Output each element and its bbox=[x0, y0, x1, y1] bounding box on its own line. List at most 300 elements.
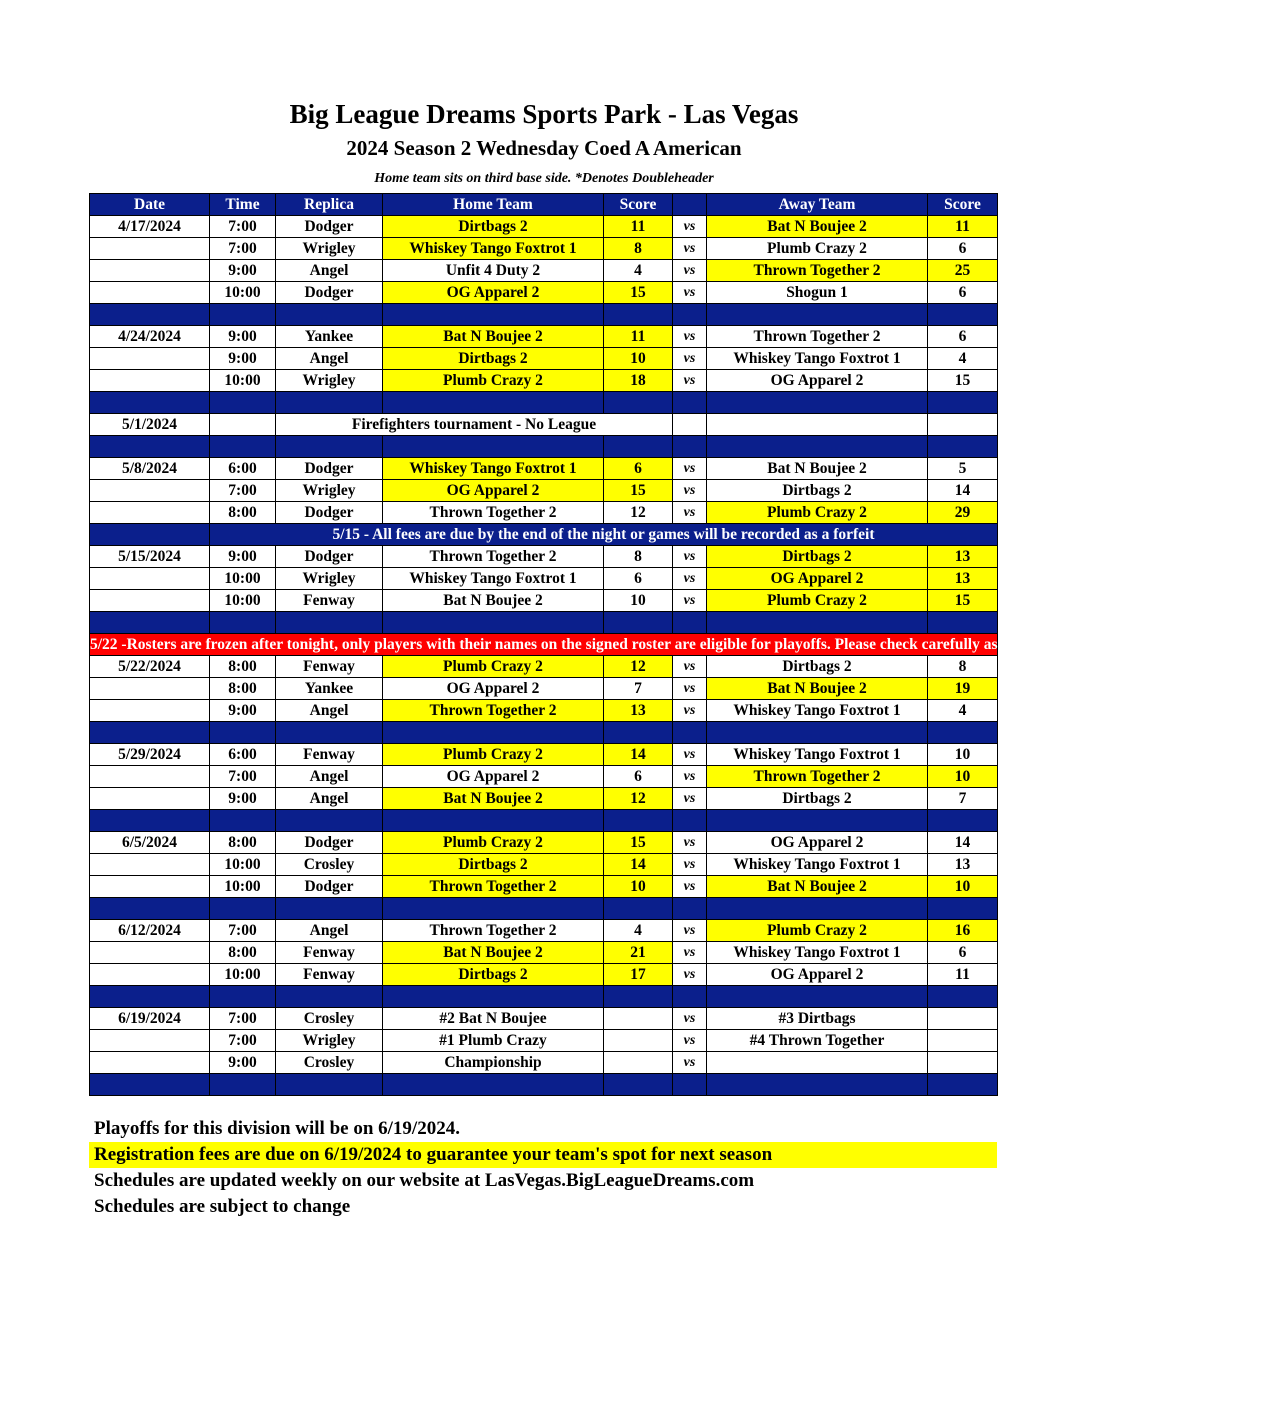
replica-cell: Angel bbox=[276, 260, 383, 282]
vs-cell: vs bbox=[673, 788, 707, 810]
vs-cell: vs bbox=[673, 590, 707, 612]
vs-cell: vs bbox=[673, 942, 707, 964]
home-score-cell: 4 bbox=[604, 260, 673, 282]
col-header-home-team: Home Team bbox=[383, 194, 604, 216]
home-team-cell: Whiskey Tango Foxtrot 1 bbox=[383, 568, 604, 590]
roster-notice-text: 5/22 -Rosters are frozen after tonight, only players with their names on the signed roster are eligible for playoffs. Please check carefully as changes will not be made for omissions. bbox=[90, 634, 998, 656]
separator-cell bbox=[928, 392, 998, 414]
table-row bbox=[90, 414, 998, 436]
separator-cell bbox=[673, 1074, 707, 1096]
table-row bbox=[90, 282, 998, 304]
separator-cell bbox=[383, 436, 604, 458]
col-header-vs bbox=[673, 194, 707, 216]
replica-cell: Angel bbox=[276, 920, 383, 942]
vs-cell: vs bbox=[673, 1052, 707, 1074]
separator-cell bbox=[276, 1074, 383, 1096]
away-team-cell: Dirtbags 2 bbox=[707, 546, 928, 568]
vs-cell: vs bbox=[673, 238, 707, 260]
separator-cell bbox=[210, 304, 276, 326]
separator-row bbox=[90, 392, 998, 414]
vs-cell bbox=[673, 414, 707, 436]
separator-row bbox=[90, 986, 998, 1008]
away-team-cell: Plumb Crazy 2 bbox=[707, 920, 928, 942]
date-cell bbox=[90, 700, 210, 722]
separator-cell bbox=[707, 898, 928, 920]
separator-cell bbox=[90, 1074, 210, 1096]
away-team-cell: OG Apparel 2 bbox=[707, 370, 928, 392]
separator-cell bbox=[276, 810, 383, 832]
home-team-cell: OG Apparel 2 bbox=[383, 282, 604, 304]
away-score-cell: 14 bbox=[928, 832, 998, 854]
table-header-row bbox=[90, 194, 998, 216]
date-cell: 5/29/2024 bbox=[90, 744, 210, 766]
vs-cell: vs bbox=[673, 326, 707, 348]
separator-cell bbox=[604, 392, 673, 414]
time-cell: 7:00 bbox=[210, 920, 276, 942]
table-row bbox=[90, 326, 998, 348]
notice-spacer bbox=[90, 524, 210, 546]
separator-cell bbox=[90, 722, 210, 744]
separator-cell bbox=[673, 898, 707, 920]
replica-cell: Angel bbox=[276, 788, 383, 810]
table-row bbox=[90, 480, 998, 502]
page-subtitle: 2024 Season 2 Wednesday Coed A American bbox=[346, 136, 742, 160]
separator-row bbox=[90, 1074, 998, 1096]
separator-row bbox=[90, 612, 998, 634]
time-cell: 9:00 bbox=[210, 700, 276, 722]
home-team-cell: Thrown Together 2 bbox=[383, 700, 604, 722]
away-team-cell: Whiskey Tango Foxtrot 1 bbox=[707, 744, 928, 766]
replica-cell: Crosley bbox=[276, 1052, 383, 1074]
time-cell: 7:00 bbox=[210, 1008, 276, 1030]
date-cell bbox=[90, 854, 210, 876]
separator-cell bbox=[673, 304, 707, 326]
away-score-cell: 13 bbox=[928, 546, 998, 568]
away-score-cell: 5 bbox=[928, 458, 998, 480]
home-score-cell: 21 bbox=[604, 942, 673, 964]
home-team-cell: Dirtbags 2 bbox=[383, 216, 604, 238]
separator-cell bbox=[210, 898, 276, 920]
col-header-away-score: Score bbox=[928, 194, 998, 216]
col-header-away-team: Away Team bbox=[707, 194, 928, 216]
schedule-table bbox=[89, 193, 1262, 1096]
vs-cell: vs bbox=[673, 458, 707, 480]
table-row bbox=[90, 876, 998, 898]
separator-cell bbox=[928, 898, 998, 920]
away-score-cell: 16 bbox=[928, 920, 998, 942]
roster-notice-row bbox=[90, 634, 998, 656]
date-cell bbox=[90, 370, 210, 392]
table-row bbox=[90, 766, 998, 788]
away-score-cell: 29 bbox=[928, 502, 998, 524]
away-score-cell: 10 bbox=[928, 766, 998, 788]
separator-cell bbox=[928, 1074, 998, 1096]
date-cell bbox=[90, 590, 210, 612]
separator-cell bbox=[210, 392, 276, 414]
vs-cell: vs bbox=[673, 656, 707, 678]
time-cell: 10:00 bbox=[210, 854, 276, 876]
notice-row bbox=[90, 524, 998, 546]
separator-cell bbox=[210, 722, 276, 744]
time-cell: 8:00 bbox=[210, 678, 276, 700]
replica-cell: Wrigley bbox=[276, 480, 383, 502]
separator-cell bbox=[604, 304, 673, 326]
home-score-cell: 8 bbox=[604, 546, 673, 568]
home-score-cell: 12 bbox=[604, 788, 673, 810]
away-score-cell: 13 bbox=[928, 568, 998, 590]
table-row bbox=[90, 656, 998, 678]
table-row bbox=[90, 1008, 998, 1030]
home-score-cell: 8 bbox=[604, 238, 673, 260]
away-team-cell: Bat N Boujee 2 bbox=[707, 876, 928, 898]
footer-website: Schedules are updated weekly on our website at LasVegas.BigLeagueDreams.com bbox=[94, 1170, 755, 1191]
date-cell: 6/19/2024 bbox=[90, 1008, 210, 1030]
replica-cell: Fenway bbox=[276, 590, 383, 612]
home-team-cell: Plumb Crazy 2 bbox=[383, 370, 604, 392]
away-team-cell: Whiskey Tango Foxtrot 1 bbox=[707, 942, 928, 964]
time-cell: 10:00 bbox=[210, 876, 276, 898]
table-row bbox=[90, 744, 998, 766]
separator-cell bbox=[383, 1074, 604, 1096]
replica-cell: Angel bbox=[276, 766, 383, 788]
separator-cell bbox=[604, 1074, 673, 1096]
home-score-cell: 15 bbox=[604, 832, 673, 854]
date-cell bbox=[90, 282, 210, 304]
col-header-home-score: Score bbox=[604, 194, 673, 216]
time-cell: 10:00 bbox=[210, 964, 276, 986]
home-score-cell: 6 bbox=[604, 568, 673, 590]
away-score-cell bbox=[928, 414, 998, 436]
separator-cell bbox=[928, 810, 998, 832]
separator-cell bbox=[276, 986, 383, 1008]
date-cell bbox=[90, 480, 210, 502]
replica-cell: Wrigley bbox=[276, 568, 383, 590]
table-row bbox=[90, 1030, 998, 1052]
table-row bbox=[90, 568, 998, 590]
away-team-cell: Dirtbags 2 bbox=[707, 788, 928, 810]
date-cell bbox=[90, 260, 210, 282]
separator-row bbox=[90, 436, 998, 458]
home-team-cell: Whiskey Tango Foxtrot 1 bbox=[383, 238, 604, 260]
table-row bbox=[90, 942, 998, 964]
home-score-cell: 12 bbox=[604, 502, 673, 524]
replica-cell: Dodger bbox=[276, 546, 383, 568]
time-cell: 10:00 bbox=[210, 590, 276, 612]
col-header-date: Date bbox=[90, 194, 210, 216]
separator-cell bbox=[928, 436, 998, 458]
col-header-replica: Replica bbox=[276, 194, 383, 216]
home-team-cell: Dirtbags 2 bbox=[383, 854, 604, 876]
separator-cell bbox=[90, 810, 210, 832]
time-cell: 10:00 bbox=[210, 568, 276, 590]
vs-cell: vs bbox=[673, 260, 707, 282]
replica-cell: Dodger bbox=[276, 282, 383, 304]
date-cell bbox=[90, 766, 210, 788]
vs-cell: vs bbox=[673, 370, 707, 392]
time-cell: 7:00 bbox=[210, 1030, 276, 1052]
table-row bbox=[90, 1052, 998, 1074]
away-team-cell: Whiskey Tango Foxtrot 1 bbox=[707, 348, 928, 370]
home-team-cell: OG Apparel 2 bbox=[383, 678, 604, 700]
vs-cell: vs bbox=[673, 700, 707, 722]
replica-cell: Dodger bbox=[276, 502, 383, 524]
separator-cell bbox=[707, 436, 928, 458]
home-team-cell: Bat N Boujee 2 bbox=[383, 788, 604, 810]
vs-cell: vs bbox=[673, 920, 707, 942]
away-score-cell: 4 bbox=[928, 700, 998, 722]
date-cell: 5/1/2024 bbox=[90, 414, 210, 436]
table-row bbox=[90, 788, 998, 810]
separator-cell bbox=[383, 810, 604, 832]
schedule-note: Home team sits on third base side. *Denotes Doubleheader bbox=[374, 171, 714, 186]
page-title: Big League Dreams Sports Park - Las Vegas bbox=[289, 99, 799, 129]
date-cell: 6/12/2024 bbox=[90, 920, 210, 942]
separator-cell bbox=[210, 1074, 276, 1096]
date-cell: 4/17/2024 bbox=[90, 216, 210, 238]
away-team-cell: Whiskey Tango Foxtrot 1 bbox=[707, 854, 928, 876]
vs-cell: vs bbox=[673, 568, 707, 590]
home-team-cell: Championship bbox=[383, 1052, 604, 1074]
away-team-cell: Shogun 1 bbox=[707, 282, 928, 304]
replica-cell: Yankee bbox=[276, 678, 383, 700]
separator-cell bbox=[383, 986, 604, 1008]
home-team-cell: Dirtbags 2 bbox=[383, 964, 604, 986]
time-cell: 7:00 bbox=[210, 766, 276, 788]
away-team-cell: OG Apparel 2 bbox=[707, 832, 928, 854]
schedule-body bbox=[90, 216, 1262, 1096]
table-row bbox=[90, 590, 998, 612]
home-team-cell: Plumb Crazy 2 bbox=[383, 832, 604, 854]
separator-cell bbox=[90, 304, 210, 326]
date-cell: 5/22/2024 bbox=[90, 656, 210, 678]
time-cell: 10:00 bbox=[210, 282, 276, 304]
separator-cell bbox=[604, 722, 673, 744]
home-team-cell: Dirtbags 2 bbox=[383, 348, 604, 370]
separator-cell bbox=[707, 722, 928, 744]
separator-cell bbox=[673, 810, 707, 832]
date-cell bbox=[90, 942, 210, 964]
replica-cell: Wrigley bbox=[276, 1030, 383, 1052]
home-score-cell: 10 bbox=[604, 590, 673, 612]
home-score-cell: 15 bbox=[604, 480, 673, 502]
time-cell: 6:00 bbox=[210, 744, 276, 766]
away-team-cell: Thrown Together 2 bbox=[707, 260, 928, 282]
home-score-cell: 6 bbox=[604, 766, 673, 788]
date-cell: 5/15/2024 bbox=[90, 546, 210, 568]
home-score-cell bbox=[604, 1008, 673, 1030]
time-cell: 6:00 bbox=[210, 458, 276, 480]
time-cell: 7:00 bbox=[210, 216, 276, 238]
separator-row bbox=[90, 810, 998, 832]
home-team-cell: OG Apparel 2 bbox=[383, 480, 604, 502]
separator-cell bbox=[90, 392, 210, 414]
separator-cell bbox=[276, 392, 383, 414]
table-row bbox=[90, 370, 998, 392]
vs-cell: vs bbox=[673, 678, 707, 700]
footer-registration: Registration fees are due on 6/19/2024 to guarantee your team's spot for next season bbox=[89, 1142, 997, 1168]
replica-cell: Crosley bbox=[276, 854, 383, 876]
time-cell: 9:00 bbox=[210, 1052, 276, 1074]
away-score-cell bbox=[928, 1030, 998, 1052]
away-score-cell: 8 bbox=[928, 656, 998, 678]
separator-cell bbox=[707, 304, 928, 326]
date-cell bbox=[90, 678, 210, 700]
away-score-cell: 10 bbox=[928, 744, 998, 766]
separator-cell bbox=[707, 986, 928, 1008]
home-team-cell: OG Apparel 2 bbox=[383, 766, 604, 788]
date-cell bbox=[90, 964, 210, 986]
home-score-cell: 4 bbox=[604, 920, 673, 942]
replica-cell: Wrigley bbox=[276, 238, 383, 260]
date-cell bbox=[90, 876, 210, 898]
away-score-cell bbox=[928, 1008, 998, 1030]
away-team-cell: Plumb Crazy 2 bbox=[707, 590, 928, 612]
date-cell bbox=[90, 568, 210, 590]
home-score-cell bbox=[604, 1052, 673, 1074]
time-cell: 10:00 bbox=[210, 370, 276, 392]
home-team-cell: Unfit 4 Duty 2 bbox=[383, 260, 604, 282]
home-team-cell: Thrown Together 2 bbox=[383, 876, 604, 898]
home-team-cell: Bat N Boujee 2 bbox=[383, 942, 604, 964]
replica-cell: Dodger bbox=[276, 458, 383, 480]
time-cell: 8:00 bbox=[210, 502, 276, 524]
time-cell: 8:00 bbox=[210, 832, 276, 854]
separator-cell bbox=[276, 436, 383, 458]
date-cell: 6/5/2024 bbox=[90, 832, 210, 854]
home-team-cell: Whiskey Tango Foxtrot 1 bbox=[383, 458, 604, 480]
home-score-cell: 17 bbox=[604, 964, 673, 986]
separator-cell bbox=[604, 986, 673, 1008]
replica-cell: Fenway bbox=[276, 942, 383, 964]
date-cell bbox=[90, 1052, 210, 1074]
separator-cell bbox=[604, 898, 673, 920]
vs-cell: vs bbox=[673, 348, 707, 370]
away-team-cell: Dirtbags 2 bbox=[707, 480, 928, 502]
home-score-cell: 13 bbox=[604, 700, 673, 722]
vs-cell: vs bbox=[673, 502, 707, 524]
separator-cell bbox=[673, 436, 707, 458]
away-score-cell bbox=[928, 1052, 998, 1074]
home-team-cell: #1 Plumb Crazy bbox=[383, 1030, 604, 1052]
col-header-time: Time bbox=[210, 194, 276, 216]
away-score-cell: 13 bbox=[928, 854, 998, 876]
date-cell: 4/24/2024 bbox=[90, 326, 210, 348]
replica-cell: Yankee bbox=[276, 326, 383, 348]
home-score-cell: 11 bbox=[604, 326, 673, 348]
replica-cell: Wrigley bbox=[276, 370, 383, 392]
separator-row bbox=[90, 898, 998, 920]
away-team-cell: #3 Dirtbags bbox=[707, 1008, 928, 1030]
away-score-cell: 19 bbox=[928, 678, 998, 700]
vs-cell: vs bbox=[673, 964, 707, 986]
away-team-cell: Dirtbags 2 bbox=[707, 656, 928, 678]
footer-playoffs: Playoffs for this division will be on 6/19/2024. bbox=[94, 1118, 460, 1139]
home-score-cell: 12 bbox=[604, 656, 673, 678]
vs-cell: vs bbox=[673, 1008, 707, 1030]
home-team-cell: Plumb Crazy 2 bbox=[383, 744, 604, 766]
home-team-cell: Bat N Boujee 2 bbox=[383, 326, 604, 348]
home-team-cell: Thrown Together 2 bbox=[383, 920, 604, 942]
home-team-cell: Thrown Together 2 bbox=[383, 502, 604, 524]
home-score-cell: 14 bbox=[604, 854, 673, 876]
separator-cell bbox=[90, 436, 210, 458]
table-row bbox=[90, 348, 998, 370]
table-row bbox=[90, 964, 998, 986]
separator-cell bbox=[383, 722, 604, 744]
away-team-cell: OG Apparel 2 bbox=[707, 964, 928, 986]
table-row bbox=[90, 238, 998, 260]
away-team-cell: Thrown Together 2 bbox=[707, 326, 928, 348]
table-row bbox=[90, 854, 998, 876]
separator-cell bbox=[673, 986, 707, 1008]
replica-cell: Crosley bbox=[276, 1008, 383, 1030]
separator-cell bbox=[90, 898, 210, 920]
separator-cell bbox=[673, 612, 707, 634]
separator-row bbox=[90, 304, 998, 326]
separator-cell bbox=[90, 612, 210, 634]
date-cell bbox=[90, 788, 210, 810]
away-score-cell: 6 bbox=[928, 282, 998, 304]
home-score-cell: 14 bbox=[604, 744, 673, 766]
home-team-cell: #2 Bat N Boujee bbox=[383, 1008, 604, 1030]
time-cell: 8:00 bbox=[210, 656, 276, 678]
table-row bbox=[90, 678, 998, 700]
time-cell: 7:00 bbox=[210, 238, 276, 260]
away-score-cell: 10 bbox=[928, 876, 998, 898]
separator-cell bbox=[210, 436, 276, 458]
vs-cell: vs bbox=[673, 282, 707, 304]
time-cell: 9:00 bbox=[210, 260, 276, 282]
replica-cell: Fenway bbox=[276, 744, 383, 766]
separator-cell bbox=[707, 392, 928, 414]
vs-cell: vs bbox=[673, 766, 707, 788]
home-score-cell: 18 bbox=[604, 370, 673, 392]
table-row bbox=[90, 920, 998, 942]
date-cell: 5/8/2024 bbox=[90, 458, 210, 480]
away-team-cell: Plumb Crazy 2 bbox=[707, 502, 928, 524]
home-score-cell: 15 bbox=[604, 282, 673, 304]
away-team-cell: OG Apparel 2 bbox=[707, 568, 928, 590]
separator-cell bbox=[276, 304, 383, 326]
separator-cell bbox=[707, 1074, 928, 1096]
notice-text: 5/15 - All fees are due by the end of the night or games will be recorded as a forfeit bbox=[210, 524, 998, 546]
date-cell bbox=[90, 238, 210, 260]
separator-cell bbox=[707, 612, 928, 634]
away-score-cell: 4 bbox=[928, 348, 998, 370]
separator-cell bbox=[928, 722, 998, 744]
vs-cell: vs bbox=[673, 546, 707, 568]
separator-cell bbox=[604, 436, 673, 458]
away-score-cell: 6 bbox=[928, 942, 998, 964]
replica-cell: Dodger bbox=[276, 216, 383, 238]
separator-cell bbox=[210, 986, 276, 1008]
separator-cell bbox=[604, 612, 673, 634]
separator-cell bbox=[707, 810, 928, 832]
vs-cell: vs bbox=[673, 216, 707, 238]
home-score-cell: 10 bbox=[604, 348, 673, 370]
table-row bbox=[90, 216, 998, 238]
replica-cell: Fenway bbox=[276, 656, 383, 678]
home-score-cell bbox=[604, 1030, 673, 1052]
home-score-cell: 11 bbox=[604, 216, 673, 238]
table-row bbox=[90, 546, 998, 568]
away-score-cell: 14 bbox=[928, 480, 998, 502]
away-team-cell: #4 Thrown Together bbox=[707, 1030, 928, 1052]
separator-cell bbox=[673, 392, 707, 414]
away-team-cell: Bat N Boujee 2 bbox=[707, 678, 928, 700]
separator-cell bbox=[928, 612, 998, 634]
replica-cell: Dodger bbox=[276, 832, 383, 854]
